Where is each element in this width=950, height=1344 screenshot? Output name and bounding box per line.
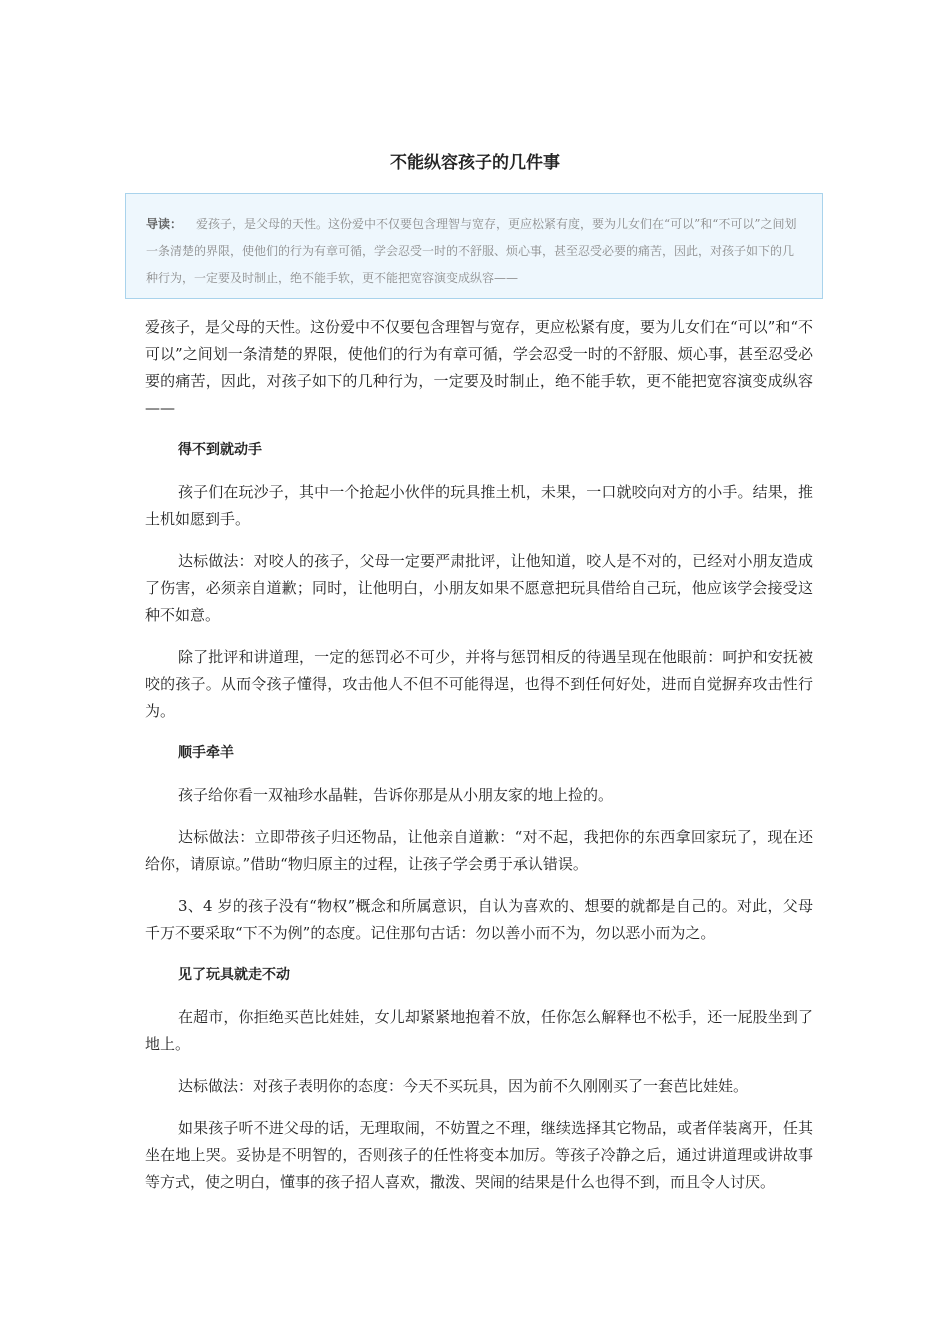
body-paragraph: 3、4 岁的孩子没有“物权”概念和所属意识，自认为喜欢的、想要的就都是自己的。对此，父母千万不要采取“下不为例”的态度。记住那句古话：勿以善小而不为，勿以恶小而为之。 <box>145 897 813 942</box>
body-paragraph: 在超市，你拒绝买芭比娃娃，女儿却紧紧地抱着不放，任你怎么解释也不松手，还一屁股坐到了地上。 <box>145 1008 813 1053</box>
body-paragraph: 孩子给你看一双袖珍水晶鞋，告诉你那是从小朋友家的地上捡的。 <box>178 786 614 804</box>
page-title: 不能纵容孩子的几件事 <box>390 153 560 173</box>
section-heading: 得不到就动手 <box>178 442 262 458</box>
section-heading: 顺手牵羊 <box>178 745 234 761</box>
lead-label: 导读： <box>146 217 183 231</box>
article-body <box>145 314 813 1211</box>
lead-text: 爱孩子，是父母的天性。这份爱中不仅要包含理智与宽存，更应松紧有度，要为儿女们在“可以”和“不可以”之间划一条清楚的界限，使他们的行为有章可循，学会忍受一时的不舒服、烦心事，甚至忍受必要的痛苦，因此，对孩子如下的几种行为，一定要及时制止，绝不能手软，更不能把宽容演变成纵容—— <box>146 217 797 285</box>
body-paragraph: 如果孩子听不进父母的话，无理取闹，不妨置之不理，继续选择其它物品，或者佯装离开，任其坐在地上哭。妥协是不明智的，否则孩子的任性将变本加厉。等孩子冷静之后，通过讲道理或讲故事等方式，使之明白，懂事的孩子招人喜欢，撒泼、哭闹的结果是什么也得不到，而且令人讨厌。 <box>145 1119 813 1191</box>
body-paragraph: 除了批评和讲道理，一定的惩罚必不可少，并将与惩罚相反的待遇呈现在他眼前：呵护和安抚被咬的孩子。从而令孩子懂得，攻击他人不但不可能得逞，也得不到任何好处，进而自觉摒弃攻击性行为。 <box>145 648 813 720</box>
body-paragraph: 达标做法：对咬人的孩子，父母一定要严肃批评，让他知道，咬人是不对的，已经对小朋友造成了伤害，必须亲自道歉；同时，让他明白，小朋友如果不愿意把玩具借给自己玩，他应该学会接受这种不如意。 <box>145 552 813 624</box>
body-paragraph: 达标做法：对孩子表明你的态度：今天不买玩具，因为前不久刚刚买了一套芭比娃娃。 <box>178 1077 749 1095</box>
section-heading: 见了玩具就走不动 <box>178 967 290 983</box>
lead-summary-box <box>125 193 823 299</box>
intro-paragraph: 爱孩子，是父母的天性。这份爱中不仅要包含理智与宽存，更应松紧有度，要为儿女们在“可以”和“不可以”之间划一条清楚的界限，使他们的行为有章可循，学会忍受一时的不舒服、烦心事，甚至忍受必要的痛苦，因此，对孩子如下的几种行为，一定要及时制止，绝不能手软，更不能把宽容演变成纵容—— <box>145 318 814 417</box>
body-paragraph: 孩子们在玩沙子，其中一个抢起小伙伴的玩具推土机，未果，一口就咬向对方的小手。结果，推土机如愿到手。 <box>145 483 813 528</box>
body-paragraph: 达标做法：立即带孩子归还物品，让他亲自道歉：“对不起，我把你的东西拿回家玩了，现在还给你，请原谅。”借助“物归原主的过程，让孩子学会勇于承认错误。 <box>145 828 813 873</box>
